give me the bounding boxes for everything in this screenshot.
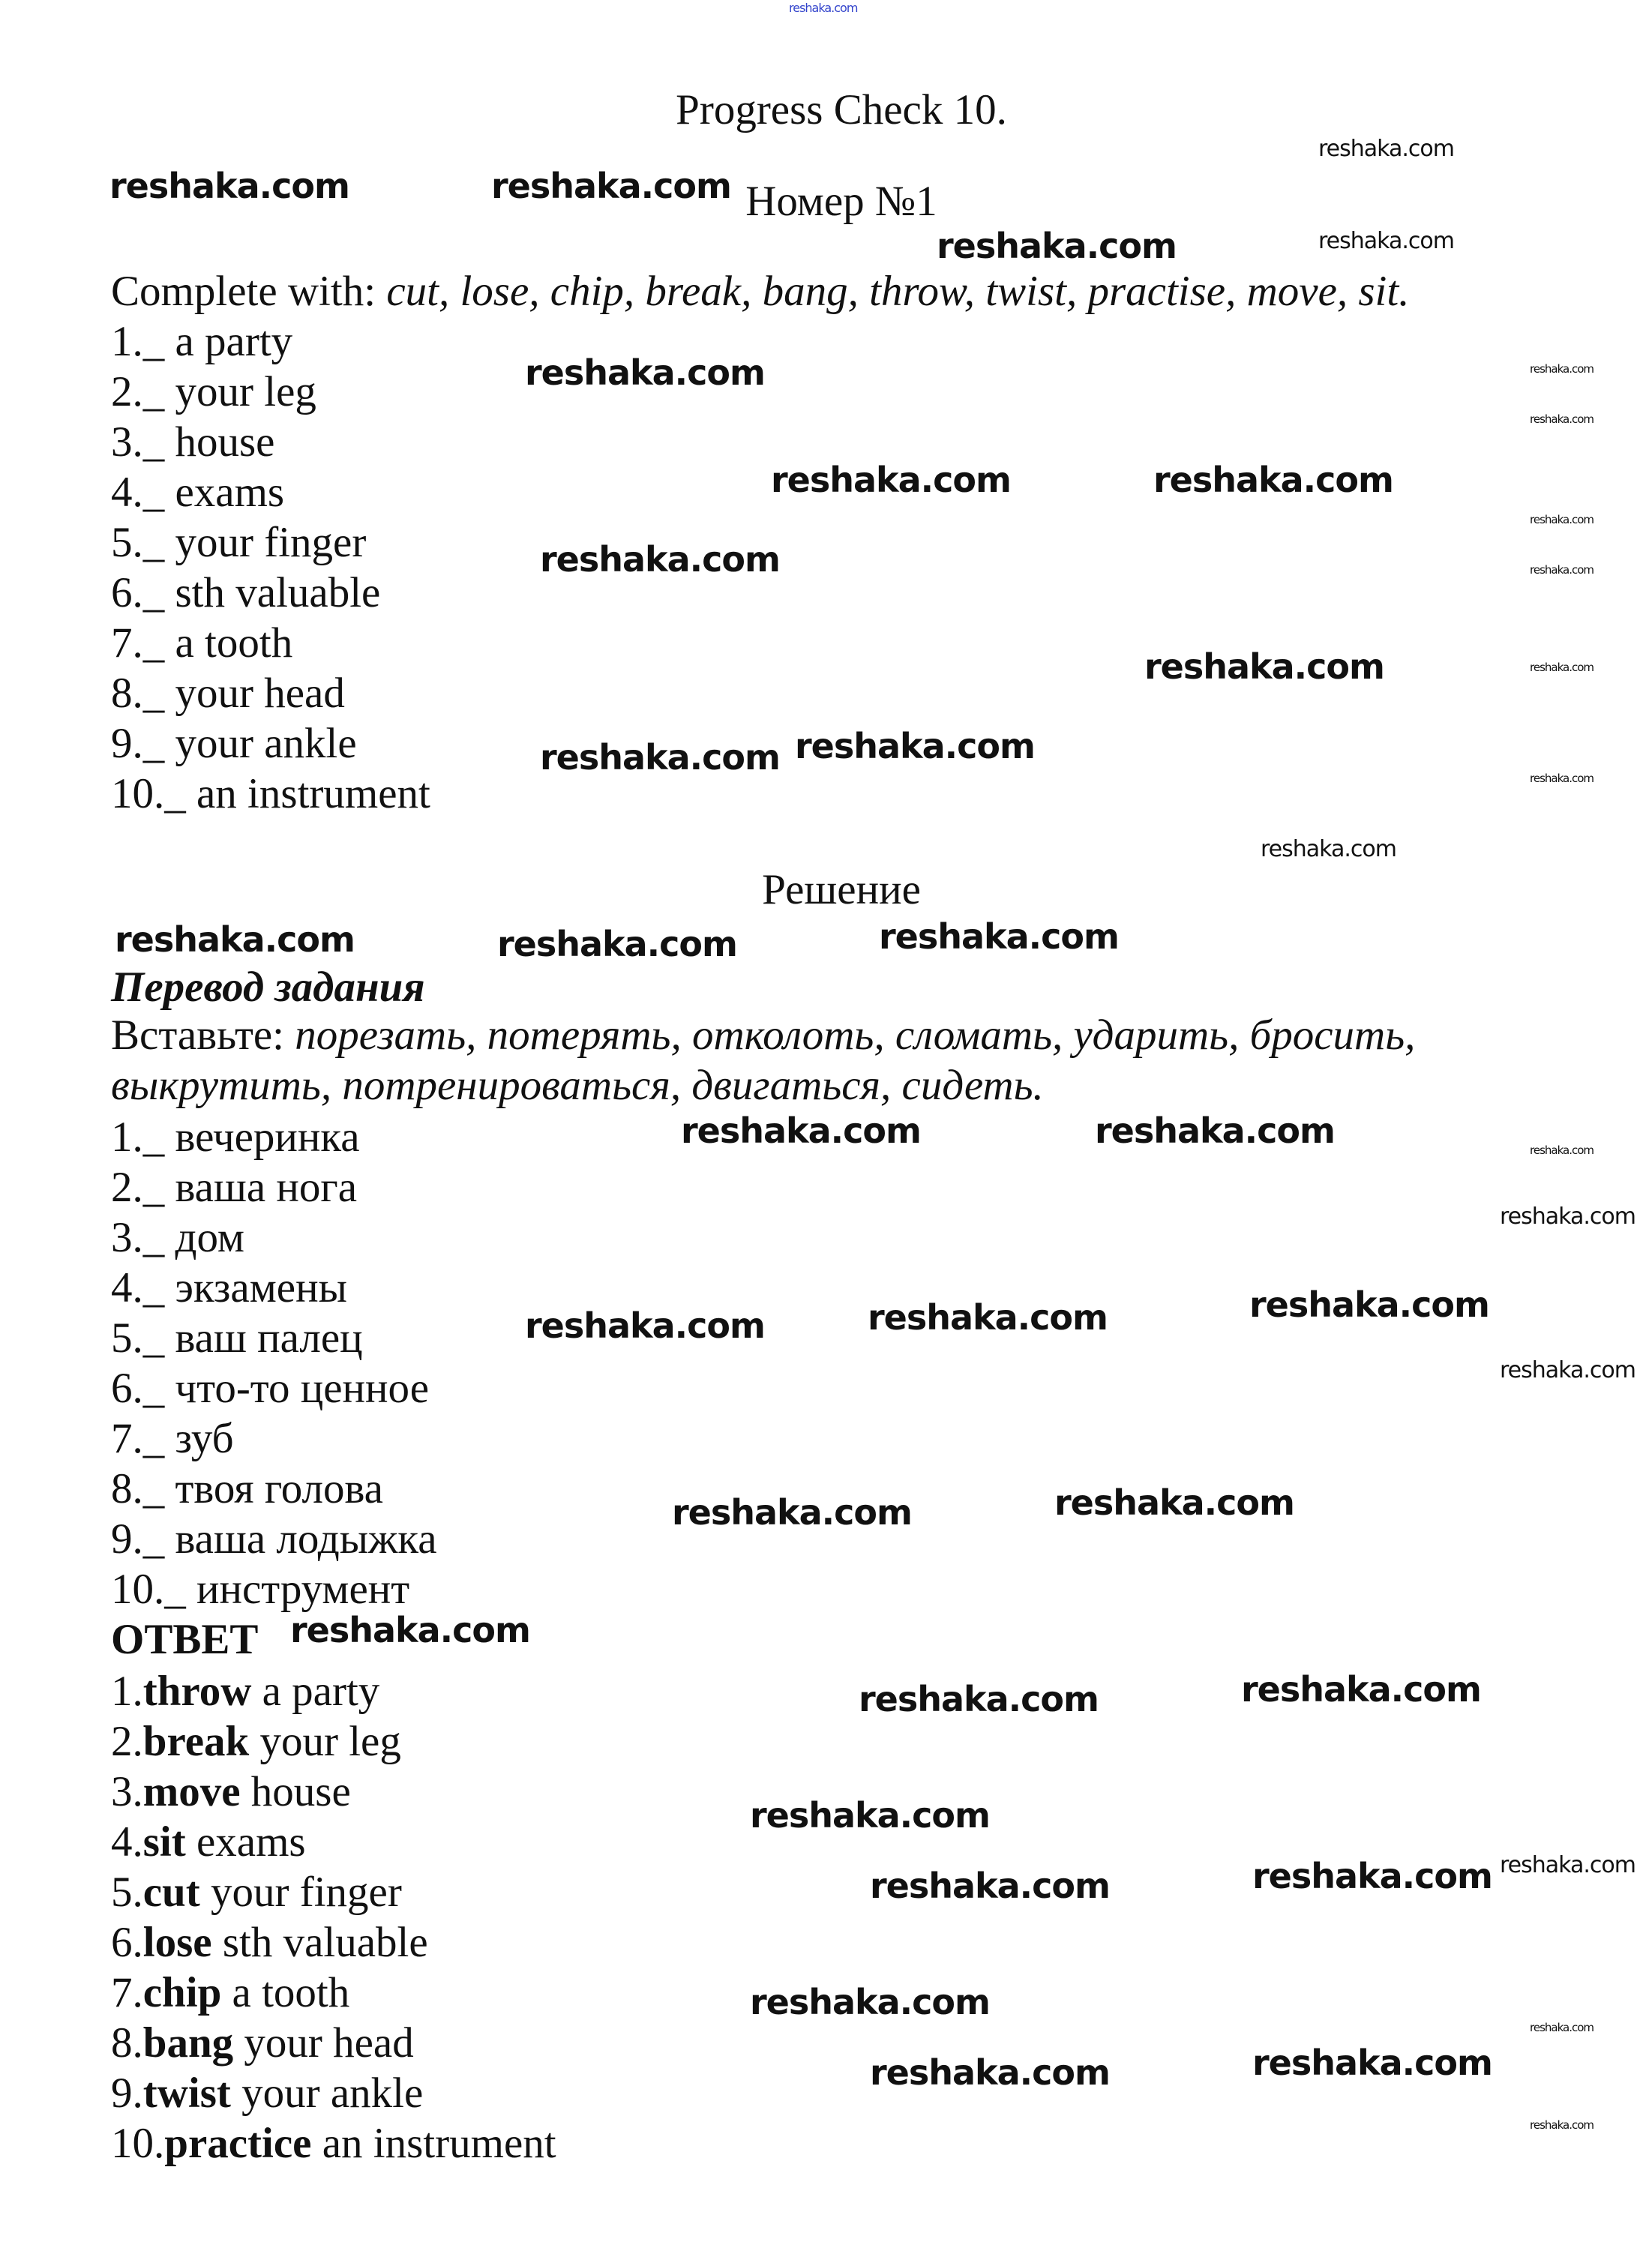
watermark: reshaka.com — [540, 737, 780, 778]
blank: _ — [142, 569, 165, 616]
answer-verb: cut — [142, 1869, 200, 1916]
exercise-item — [111, 668, 430, 718]
blank: _ — [142, 1365, 165, 1412]
item-text: your finger — [175, 519, 367, 566]
item-number: 10. — [111, 2120, 165, 2167]
translation-items — [111, 1112, 437, 1614]
blank: _ — [142, 1515, 165, 1563]
item-number: 6. — [111, 1365, 143, 1412]
item-text: ваша нога — [175, 1164, 358, 1211]
exercise-item — [111, 417, 430, 467]
item-number: 3. — [111, 1768, 143, 1815]
blank: _ — [142, 368, 165, 415]
exercise-item — [111, 367, 430, 417]
watermark: reshaka.com — [1530, 2021, 1594, 2034]
item-number: 4. — [111, 469, 143, 516]
answer-rest: your finger — [210, 1869, 402, 1916]
watermark: reshaka.com — [771, 460, 1011, 500]
item-text: что-то ценное — [175, 1365, 430, 1412]
exercise-item — [111, 316, 430, 367]
item-number: 3. — [111, 1214, 143, 1261]
exercise-item — [111, 568, 430, 618]
item-text: your ankle — [175, 720, 357, 767]
watermark: reshaka.com — [1241, 1669, 1481, 1710]
blank: _ — [142, 1415, 165, 1462]
watermark: reshaka.com — [1144, 646, 1384, 687]
answer-verb: chip — [142, 1969, 222, 2016]
watermark: reshaka.com — [868, 1297, 1108, 1338]
watermark: reshaka.com — [937, 226, 1177, 266]
watermark: reshaka.com — [525, 352, 765, 393]
item-number: 7. — [111, 619, 143, 667]
watermark: reshaka.com — [1318, 136, 1454, 162]
item-text: твоя голова — [175, 1465, 383, 1512]
translation-heading — [111, 962, 425, 1012]
answer-item — [111, 1867, 556, 1917]
item-text: your leg — [175, 368, 316, 415]
item-number: 3. — [111, 418, 143, 466]
item-text: инструмент — [196, 1566, 410, 1613]
answer-item — [111, 1716, 556, 1767]
answer-item — [111, 2018, 556, 2068]
exercise-item — [111, 467, 430, 517]
answer-verb: throw — [142, 1668, 252, 1715]
watermark: reshaka.com — [672, 1492, 912, 1533]
item-number: 7. — [111, 1969, 143, 2016]
item-number: 4. — [111, 1818, 143, 1866]
item-number: 5. — [111, 519, 143, 566]
watermark: reshaka.com — [1095, 1111, 1335, 1151]
answer-rest: your leg — [259, 1718, 401, 1765]
translation-item — [111, 1413, 437, 1464]
item-text: ваш палец — [175, 1314, 363, 1362]
blank: _ — [164, 1566, 186, 1613]
answer-verb: sit — [142, 1818, 186, 1866]
answer-verb: move — [142, 1768, 241, 1815]
answer-item — [111, 1817, 556, 1867]
watermark: reshaka.com — [795, 726, 1035, 766]
watermark: reshaka.com — [1530, 362, 1594, 376]
translation-prefix: Вставьте: — [111, 1012, 295, 1059]
watermark: reshaka.com — [491, 166, 731, 206]
watermark: reshaka.com — [1530, 2118, 1594, 2132]
item-number: 1. — [111, 318, 143, 365]
item-number: 6. — [111, 569, 143, 616]
page-title: Progress Check 10. — [676, 86, 1007, 133]
answer-rest: your head — [244, 2019, 414, 2067]
answer-rest: a party — [262, 1668, 380, 1715]
item-number: 8. — [111, 670, 143, 717]
task-words: cut, lose, chip, break, bang, throw, twist, practise, move, sit. — [386, 268, 1410, 315]
exercise-item — [111, 618, 430, 668]
answer-rest: exams — [196, 1818, 306, 1866]
item-text: a tooth — [175, 619, 293, 667]
watermark: reshaka.com — [1530, 412, 1594, 426]
item-number: 10. — [111, 770, 165, 817]
item-number: 9. — [111, 720, 143, 767]
exercise-item — [111, 718, 430, 769]
exercise-item — [111, 517, 430, 568]
item-number: 9. — [111, 1515, 143, 1563]
item-number: 2. — [111, 1718, 143, 1765]
translation-item — [111, 1112, 437, 1162]
watermark: reshaka.com — [290, 1610, 530, 1650]
watermark: reshaka.com — [1249, 1284, 1489, 1325]
item-number: 5. — [111, 1869, 143, 1916]
blank: _ — [142, 670, 165, 717]
blank: _ — [142, 1314, 165, 1362]
watermark: reshaka.com — [1252, 1856, 1492, 1896]
task-prefix: Complete with: — [111, 268, 387, 315]
blank: _ — [142, 1264, 165, 1311]
answer-rest: house — [250, 1768, 351, 1815]
watermark: reshaka.com — [1500, 1852, 1636, 1878]
watermark: reshaka.com — [1530, 1143, 1594, 1157]
translation-item — [111, 1212, 437, 1263]
watermark: reshaka.com — [1500, 1357, 1636, 1383]
watermark: reshaka.com — [1530, 661, 1594, 674]
watermark: reshaka.com — [497, 924, 737, 964]
blank: _ — [142, 1164, 165, 1211]
watermark: reshaka.com — [879, 916, 1119, 957]
answer-item — [111, 1968, 556, 2018]
task-instruction — [111, 266, 1409, 316]
item-text: house — [175, 418, 275, 466]
watermark: reshaka.com — [870, 2052, 1110, 2093]
watermark: reshaka.com — [109, 166, 349, 206]
blank: _ — [142, 720, 165, 767]
watermark: reshaka.com — [1252, 2043, 1492, 2083]
watermark: reshaka.com — [1530, 563, 1594, 577]
answer-item — [111, 1767, 556, 1817]
blank: _ — [142, 1465, 165, 1512]
item-text: exams — [175, 469, 285, 516]
item-text: дом — [175, 1214, 244, 1261]
answer-items — [111, 1666, 556, 2169]
translation-heading-text: Перевод задания — [111, 964, 425, 1011]
translation-item — [111, 1162, 437, 1212]
item-number: 2. — [111, 1164, 143, 1211]
item-number: 8. — [111, 2019, 143, 2067]
item-text: an instrument — [196, 770, 430, 817]
answer-heading — [111, 1614, 258, 1665]
watermark: reshaka.com — [789, 1, 858, 15]
answer-item — [111, 1666, 556, 1716]
blank: _ — [164, 770, 186, 817]
item-text: your head — [175, 670, 345, 717]
answer-rest: your ankle — [241, 2070, 424, 2117]
answer-item — [111, 1917, 556, 1968]
item-number: 8. — [111, 1465, 143, 1512]
answer-rest: an instrument — [322, 2120, 556, 2167]
watermark: reshaka.com — [681, 1111, 921, 1151]
item-text: вечеринка — [175, 1114, 360, 1161]
answer-item — [111, 2118, 556, 2169]
watermark: reshaka.com — [1054, 1482, 1294, 1523]
translation-item — [111, 1514, 437, 1564]
item-text: ваша лодыжка — [175, 1515, 437, 1563]
answer-verb: bang — [142, 2019, 234, 2067]
watermark: reshaka.com — [540, 539, 780, 580]
translation-item — [111, 1564, 437, 1614]
watermark: reshaka.com — [870, 1866, 1110, 1906]
translation-words-2: выкрутить, потренироваться, двигаться, сидеть. — [111, 1062, 1044, 1109]
blank: _ — [142, 619, 165, 667]
translation-task-line1 — [111, 1010, 1415, 1060]
exercise-items — [111, 316, 430, 819]
answer-verb: practice — [164, 2120, 312, 2167]
translation-item — [111, 1363, 437, 1413]
item-number: 1. — [111, 1668, 143, 1715]
exercise-item — [111, 769, 430, 819]
translation-item — [111, 1263, 437, 1313]
watermark: reshaka.com — [1153, 460, 1393, 500]
watermark: reshaka.com — [115, 919, 355, 960]
item-text: экзамены — [175, 1264, 347, 1311]
blank: _ — [142, 519, 165, 566]
item-number: 1. — [111, 1114, 143, 1161]
blank: _ — [142, 1214, 165, 1261]
item-number: 10. — [111, 1566, 165, 1613]
translation-words-1: порезать, потерять, отколоть, сломать, ударить, бросить, — [295, 1012, 1416, 1059]
watermark: reshaka.com — [525, 1305, 765, 1346]
item-number: 5. — [111, 1314, 143, 1362]
answer-heading-text: ОТВЕТ — [111, 1616, 259, 1663]
watermark: reshaka.com — [1261, 836, 1396, 862]
item-number: 7. — [111, 1415, 143, 1462]
translation-task-line2 — [111, 1060, 1044, 1111]
answer-verb: twist — [142, 2070, 231, 2117]
item-number: 9. — [111, 2070, 143, 2117]
answer-verb: break — [142, 1718, 250, 1765]
exercise-number: Номер №1 — [745, 178, 937, 225]
item-text: зуб — [175, 1415, 234, 1462]
watermark: reshaka.com — [750, 1982, 990, 2022]
watermark: reshaka.com — [859, 1679, 1099, 1719]
blank: _ — [142, 1114, 165, 1161]
item-text: a party — [175, 318, 293, 365]
item-number: 2. — [111, 368, 143, 415]
item-number: 4. — [111, 1264, 143, 1311]
watermark: reshaka.com — [1318, 228, 1454, 254]
answer-rest: sth valuable — [222, 1919, 428, 1966]
watermark: reshaka.com — [1500, 1203, 1636, 1230]
watermark: reshaka.com — [1530, 772, 1594, 785]
blank: _ — [142, 318, 165, 365]
translation-item — [111, 1313, 437, 1363]
blank: _ — [142, 469, 165, 516]
translation-item — [111, 1464, 437, 1514]
blank: _ — [142, 418, 165, 466]
answer-rest: a tooth — [232, 1969, 350, 2016]
item-text: sth valuable — [175, 569, 381, 616]
answer-item — [111, 2068, 556, 2118]
solution-heading: Решение — [762, 866, 921, 913]
watermark: reshaka.com — [750, 1795, 990, 1836]
watermark: reshaka.com — [1530, 513, 1594, 526]
item-number: 6. — [111, 1919, 143, 1966]
answer-verb: lose — [142, 1919, 212, 1966]
